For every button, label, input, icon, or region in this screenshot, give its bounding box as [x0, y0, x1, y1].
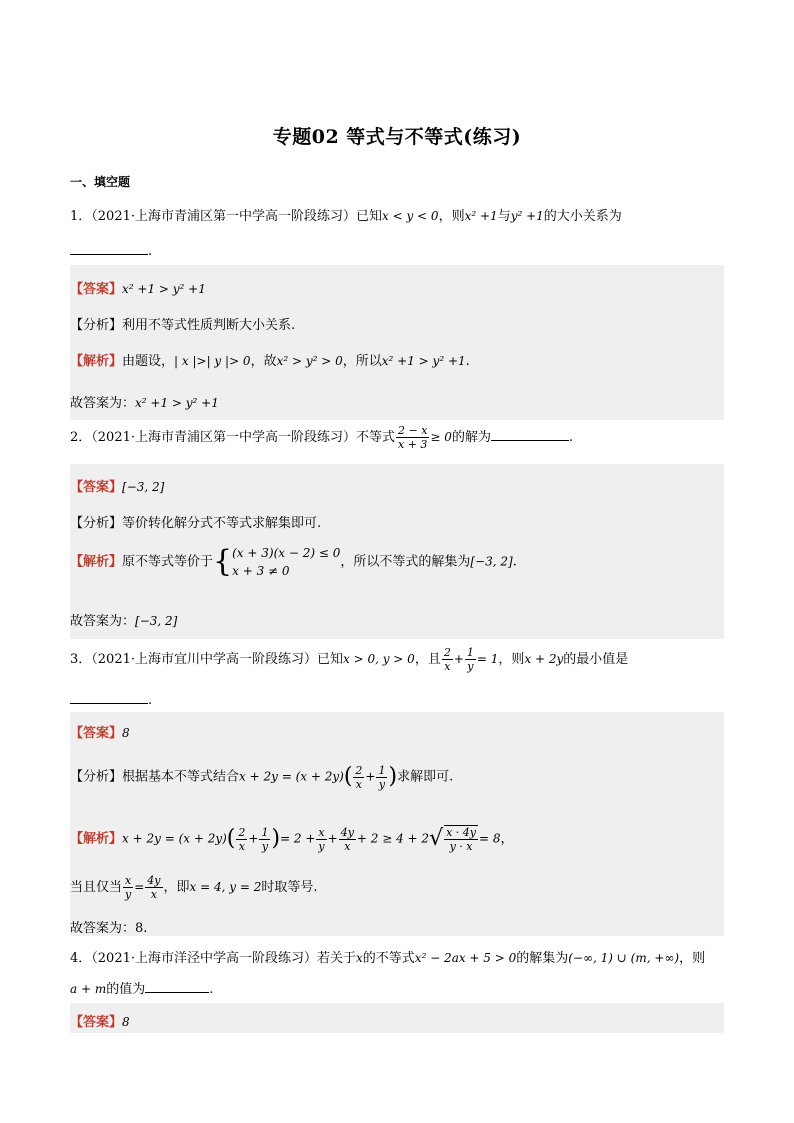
question-text: （2021·上海市宜川中学高一阶段练习）已知 [91, 652, 343, 667]
brace-symbol: { [213, 544, 233, 579]
answer-line [70, 722, 130, 741]
question-text: ，则 [438, 209, 465, 224]
answer-value: x² +1 > y² +1 [122, 282, 206, 296]
math-expression: = 8 [479, 831, 501, 846]
question-4 [70, 947, 705, 966]
math-expression: x < y < 0 [382, 209, 439, 223]
fraction-denominator: y [318, 839, 325, 853]
solution-tag: 【解析】 [70, 554, 123, 570]
question-text: 的解为 [451, 430, 491, 445]
fraction-numerator: 2 − x [398, 424, 428, 437]
math-expression: = [134, 880, 145, 894]
question-number: 4． [70, 951, 92, 966]
solution-line [70, 350, 470, 369]
fraction-denominator: x [150, 888, 158, 901]
final-answer-line [70, 917, 147, 936]
paren-close: ) [271, 826, 281, 851]
final-answer-line [70, 392, 219, 411]
solution-text: ， [500, 831, 514, 847]
question-text: . [209, 982, 214, 997]
answer-value: [−3, 2] [122, 480, 165, 494]
math-expression: (−∞, 1) ∪ (m, +∞) [568, 951, 680, 965]
system-row: x + 3 ≠ 0 [232, 564, 290, 578]
inequality-system [232, 544, 340, 580]
question-text: 的最小值是 [563, 652, 629, 667]
fraction [339, 826, 356, 853]
analysis-line [70, 762, 453, 792]
fraction-numerator: 2 [238, 825, 246, 839]
answer-blank [145, 980, 209, 993]
final-label: 故答案为：8. [70, 921, 148, 936]
fraction-numerator: 4y [147, 874, 161, 887]
question-text: 的值为 [106, 982, 146, 997]
answer-line [70, 1011, 130, 1030]
question-number: 2． [70, 430, 92, 445]
fraction [316, 826, 326, 853]
fraction-denominator: x [444, 660, 451, 673]
question-text: （2021·上海市青浦区第一中学高一阶段练习）不等式 [91, 430, 395, 445]
fraction-denominator: y [467, 660, 474, 673]
solution-text: ，即 [163, 880, 190, 895]
fraction-numerator: x [125, 874, 132, 887]
solution-text: . [512, 554, 517, 570]
fraction [236, 826, 247, 853]
sqrt-symbol: √ [429, 826, 444, 851]
math-expression: x² +1 > y² +1 [135, 396, 219, 410]
question-text: . [568, 430, 574, 445]
question-number: 3． [70, 652, 92, 667]
equality-condition-line [70, 874, 317, 901]
math-expression: x + 2y = (x + 2y) [239, 769, 344, 784]
answer-blank [70, 691, 148, 704]
solution-line [70, 824, 514, 854]
math-expression: x² > y² > 0 [276, 354, 343, 368]
fraction-numerator: 2 [355, 763, 363, 777]
fraction [376, 764, 387, 791]
math-expression: y² +1 [510, 209, 544, 223]
solution-text: 当且仅当 [70, 880, 123, 895]
fraction-numerator: x [318, 825, 325, 839]
math-expression: a + m [70, 982, 107, 996]
question-text: 的解集为 [516, 951, 569, 966]
math-expression: x² +1 [464, 209, 498, 223]
solution-text: 原不等式等价于 [122, 554, 214, 570]
math-expression: [−3, 2] [135, 614, 178, 628]
solution-text: 由题设， [122, 354, 175, 369]
solution-text: 时取等号. [261, 880, 318, 895]
question-4-line-2 [70, 978, 213, 997]
question-text: 与 [497, 209, 511, 224]
question-number: 1． [70, 209, 92, 224]
paren-open: ( [343, 764, 353, 789]
answer-tag: 【答案】 [70, 1015, 123, 1030]
math-expression: x² − 2ax + 5 > 0 [414, 951, 517, 965]
section-heading: 一、填空题 [70, 175, 131, 189]
fraction [465, 646, 476, 673]
question-text: . [148, 693, 153, 708]
question-text: 的大小关系为 [543, 209, 622, 224]
math-expression: x = 4, y = 2 [189, 880, 262, 894]
math-expression: x + 2y = (x + 2y) [122, 831, 227, 846]
math-expression: + 2 ≥ 4 + 2 [356, 831, 430, 846]
question-text: （2021·上海市洋泾中学高一阶段练习）若关于 [91, 951, 356, 966]
fraction-denominator: x [344, 839, 351, 853]
analysis-tag: 【分析】 [70, 516, 123, 531]
answer-blank [70, 242, 148, 255]
fraction-denominator: x [355, 777, 363, 791]
fraction-numerator: 1 [261, 825, 269, 839]
paren-open: ( [226, 826, 236, 851]
final-label: 故答案为： [70, 614, 136, 629]
system-row: (x + 3)(x − 2) ≤ 0 [232, 546, 341, 560]
fraction-numerator: 4y [340, 825, 354, 839]
math-expression: + [365, 769, 376, 784]
answer-value: 8 [122, 1015, 130, 1029]
math-expression: x > 0, y > 0 [343, 652, 415, 666]
question-text: ，则 [498, 652, 525, 667]
analysis-text: 利用不等式性质判断大小关系. [122, 318, 296, 333]
math-expression: + [453, 652, 464, 666]
answer-tag: 【答案】 [70, 282, 123, 297]
math-expression: x [356, 951, 363, 965]
answer-blank [491, 428, 569, 441]
question-3 [70, 646, 628, 673]
solution-text: ，故 [250, 354, 277, 369]
analysis-tag: 【分析】 [70, 769, 123, 785]
math-expression: x + 2y [524, 652, 564, 666]
question-1 [70, 205, 622, 224]
solution-box-4 [70, 1003, 724, 1033]
page-title: 专题02 等式与不等式(练习) [272, 126, 522, 148]
analysis-text: 根据基本不等式结合 [122, 769, 240, 785]
paren-close: ) [388, 764, 398, 789]
final-answer-line [70, 610, 177, 629]
fraction [145, 874, 162, 901]
math-expression: = 1 [476, 652, 499, 666]
answer-line [70, 278, 206, 297]
analysis-tag: 【分析】 [70, 318, 123, 333]
solution-tag: 【解析】 [70, 831, 123, 847]
answer-blank-line [70, 242, 152, 259]
answer-tag: 【答案】 [70, 726, 123, 741]
analysis-line [70, 512, 321, 531]
question-2 [70, 424, 573, 451]
question-text: ，则 [679, 951, 706, 966]
fraction-numerator: 1 [466, 646, 474, 659]
math-expression: = 2 + [280, 831, 316, 846]
math-expression: | x |>| y |> 0 [174, 354, 251, 368]
fraction-numerator: x · 4y [446, 826, 476, 839]
fraction-numerator: 2 [443, 646, 451, 659]
math-expression: [−3, 2] [470, 554, 513, 569]
answer-tag: 【答案】 [70, 480, 123, 495]
solution-text: ，所以不等式的解集为 [340, 554, 471, 570]
fraction-denominator: x + 3 [398, 438, 428, 451]
sqrt-radicand [444, 825, 478, 853]
fraction [123, 874, 133, 901]
math-expression: + [248, 831, 259, 846]
fraction-denominator: x [238, 839, 245, 853]
fraction-numerator: 1 [378, 763, 386, 777]
math-expression: + [327, 831, 338, 846]
math-expression: ≥ 0 [430, 430, 452, 444]
fraction [353, 764, 364, 791]
fraction-denominator: y [125, 888, 132, 901]
fraction [442, 646, 453, 673]
question-text: 的不等式 [362, 951, 415, 966]
fraction-denominator: y · x [449, 840, 473, 853]
analysis-text: 求解即可. [397, 769, 454, 785]
answer-value: 8 [122, 726, 130, 740]
solution-text: ，所以 [342, 354, 382, 369]
answer-blank-line [70, 691, 152, 708]
question-text: （2021·上海市青浦区第一中学高一阶段练习）已知 [91, 209, 382, 224]
math-expression: x² +1 > y² +1 [381, 354, 466, 368]
fraction [396, 424, 429, 451]
solution-line [70, 544, 517, 580]
question-text: ，且 [414, 652, 441, 667]
answer-line [70, 476, 164, 495]
analysis-text: 等价转化解分式不等式求解集即可. [122, 516, 322, 531]
final-label: 故答案为： [70, 396, 136, 411]
solution-tag: 【解析】 [70, 354, 123, 369]
solution-text: . [465, 354, 470, 369]
fraction [259, 826, 270, 853]
analysis-line [70, 314, 295, 333]
question-text: . [148, 244, 153, 259]
fraction-denominator: y [378, 777, 386, 791]
fraction-denominator: y [261, 839, 269, 853]
